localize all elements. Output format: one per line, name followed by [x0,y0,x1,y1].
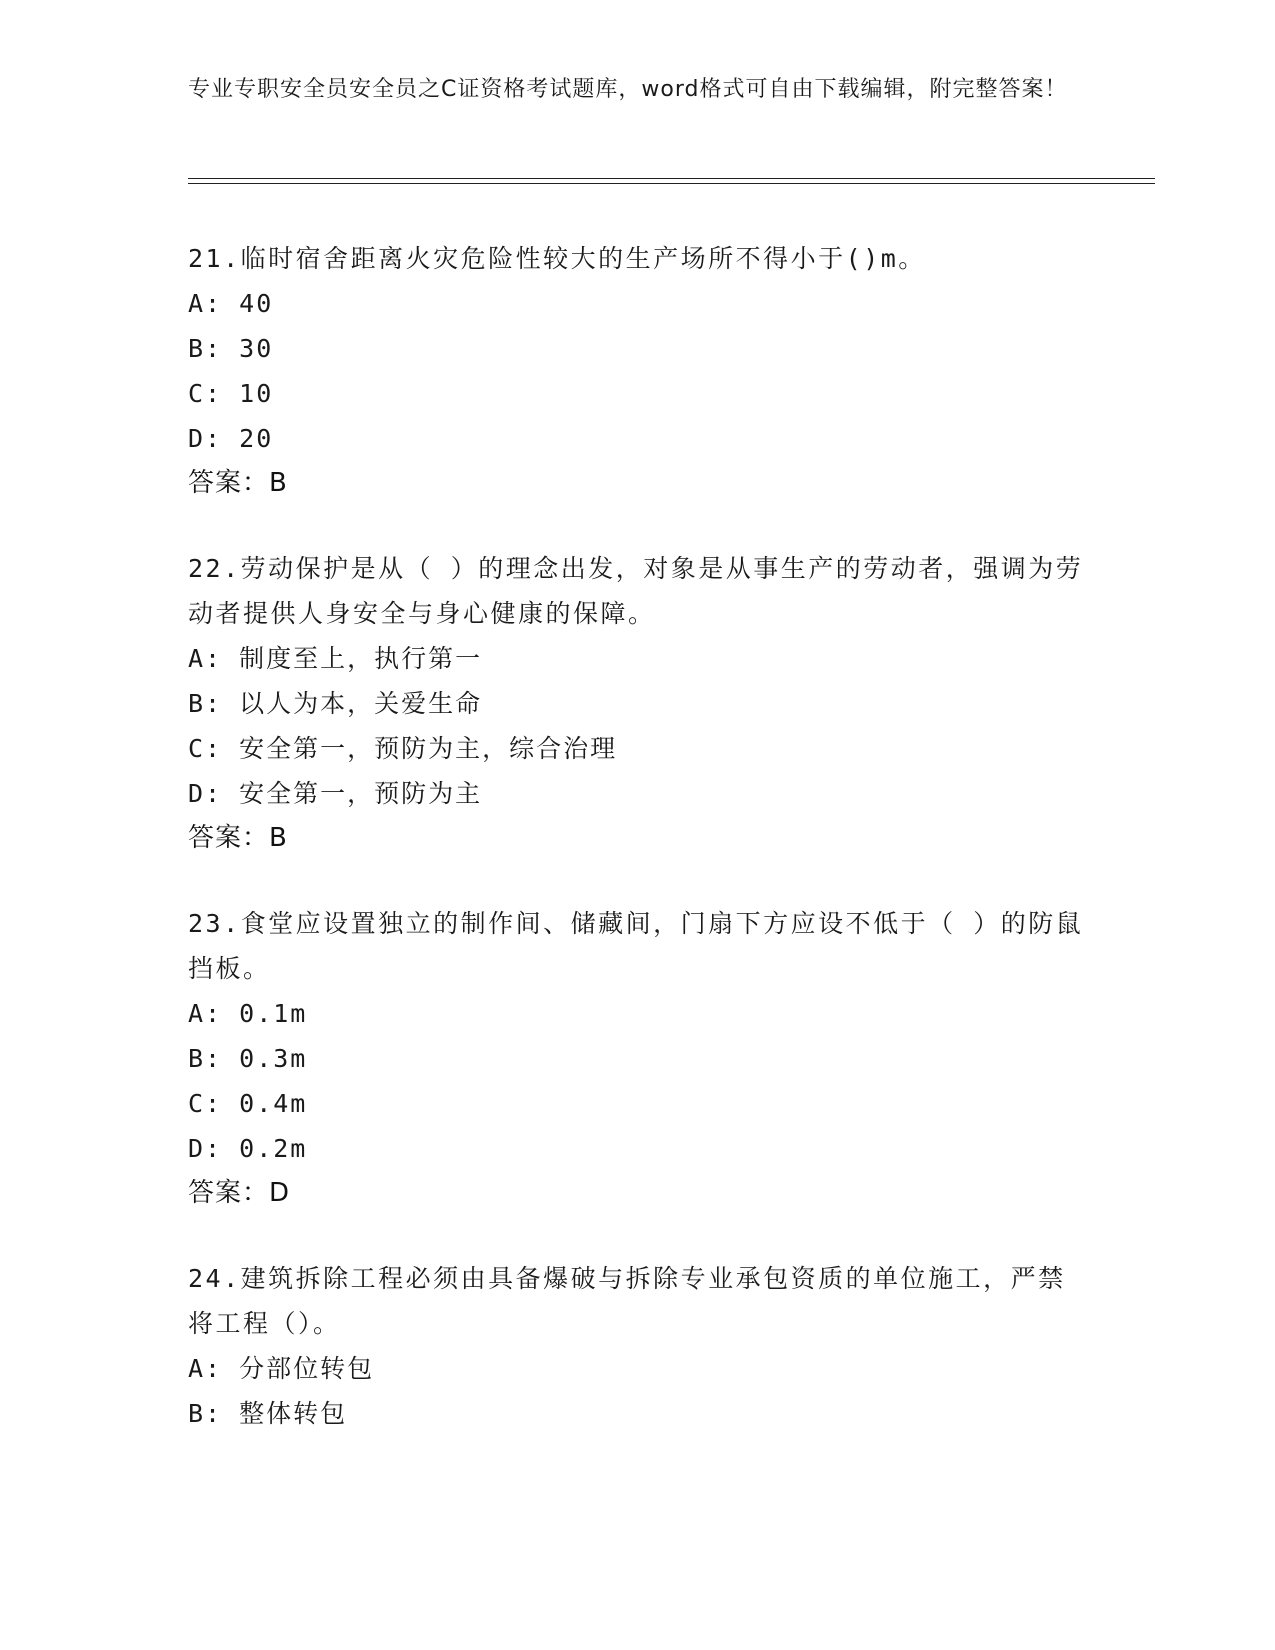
option-d: D: 安全第一，预防为主 [188,779,483,808]
option-b: B: 30 [188,334,274,363]
option-a: A: 分部位转包 [188,1354,375,1383]
option-b: B: 整体转包 [188,1399,348,1428]
question-stem: 21.临时宿舍距离火灾危险性较大的生产场所不得小于()m。 [188,244,926,273]
answer-line: 答案：B [188,823,288,853]
option-a: A: 40 [188,289,274,318]
option-b: B: 以人为本，关爱生命 [188,689,483,718]
option-b: B: 0.3m [188,1044,308,1073]
question-24 [188,1256,1088,1436]
option-a: A: 制度至上，执行第一 [188,644,483,673]
answer-line: 答案：B [188,468,288,498]
option-d: D: 0.2m [188,1134,308,1163]
option-c: C: 10 [188,379,274,408]
document-header: 专业专职安全员安全员之C证资格考试题库，word格式可自由下载编辑，附完整答案！ [188,77,1068,102]
answer-line: 答案：D [188,1178,291,1208]
question-21 [188,236,1088,506]
option-a: A: 0.1m [188,999,308,1028]
header-divider-top [188,178,1155,179]
question-stem: 24.建筑拆除工程必须由具备爆破与拆除专业承包资质的单位施工，严禁将工程（）。 [188,1264,1066,1338]
option-c: C: 0.4m [188,1089,308,1118]
header-divider-bottom [188,183,1155,184]
question-stem: 23.食堂应设置独立的制作间、储藏间，门扇下方应设不低于（ ）的防鼠挡板。 [188,909,1084,983]
question-list [188,236,1088,1476]
option-c: C: 安全第一，预防为主，综合治理 [188,734,618,763]
option-d: D: 20 [188,424,274,453]
question-23 [188,901,1088,1216]
question-22 [188,546,1088,861]
question-stem: 22.劳动保护是从（ ）的理念出发，对象是从事生产的劳动者，强调为劳动者提供人身安全与身心健康的保障。 [188,554,1084,628]
